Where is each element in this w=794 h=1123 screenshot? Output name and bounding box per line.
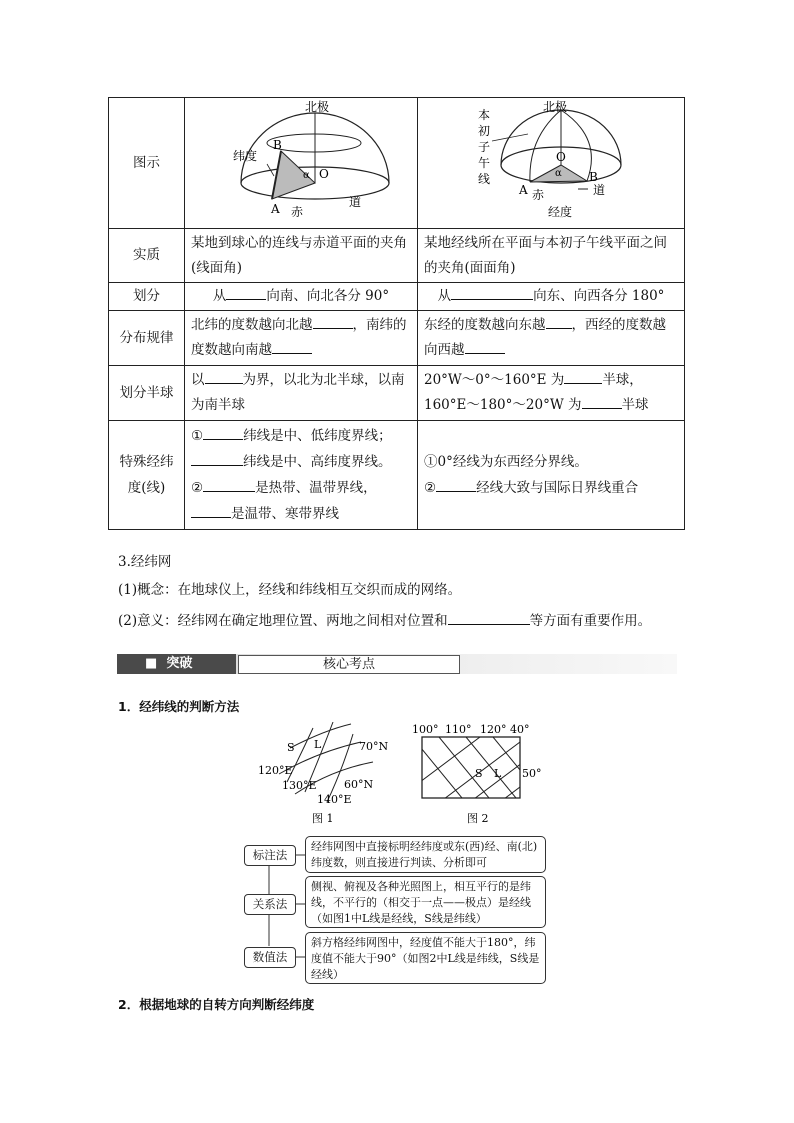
center-o-label: O — [556, 150, 566, 164]
fig1-l-label: L — [314, 738, 322, 751]
fig1-60n-label: 60°N — [344, 778, 374, 791]
method-text-numeric: 斜方格经纬网图中，经度值不能大于180°，纬度值不能大于90°（如图2中L线是纬线，S线是经线） — [305, 932, 546, 984]
fig1-caption: 图 1 — [312, 812, 334, 825]
fig2-120-label: 120° — [480, 723, 507, 736]
point-2-title: 2．根据地球的自转方向判断经纬度 — [118, 997, 315, 1012]
latitude-diagram — [185, 98, 417, 228]
point-a-label: A — [519, 183, 528, 197]
section-3-concept: (1)概念：在地球仪上，经线和纬线相互交织而成的网络。 — [118, 582, 462, 598]
row-header-essence: 实质 — [109, 229, 185, 283]
fig1-70n-label: 70°N — [359, 740, 389, 753]
fig2-40-label: 40° — [510, 723, 530, 736]
answer-blank[interactable] — [226, 284, 266, 300]
figure-2-graticule — [410, 722, 550, 827]
alpha-label: α — [303, 170, 310, 181]
method-label-relation: 关系法 — [244, 894, 296, 915]
answer-blank[interactable] — [203, 476, 255, 492]
essence-longitude: 某地经线所在平面与本初子午线平面之间的夹角(面面角) — [418, 229, 685, 283]
latitude-longitude-table — [108, 97, 685, 530]
prime-meridian-char-1: 本 — [478, 108, 491, 122]
north-pole-label: 北极 — [543, 100, 568, 114]
fig2-100-label: 100° — [412, 723, 439, 736]
jingdu-label: 经度 — [548, 205, 573, 219]
essence-latitude: 某地到球心的连线与赤道平面的夹角(线面角) — [185, 229, 418, 283]
answer-blank[interactable] — [191, 450, 243, 466]
hemisphere-longitude: 20°W～0°～160°E 为 半球， 160°E～180°～20°W 为 半球 — [418, 366, 685, 421]
fig2-s-label: S — [475, 767, 483, 780]
banner-breakthrough: ■ 突破 — [117, 654, 236, 674]
fig1-120e-label: 120°E — [258, 764, 293, 777]
distribution-longitude: 东经的度数越向东越 ，西经的度数越向西越 — [418, 311, 685, 366]
answer-blank[interactable] — [582, 393, 622, 409]
fig2-l-label: L — [494, 767, 502, 780]
answer-blank[interactable] — [313, 313, 353, 329]
answer-blank[interactable] — [436, 476, 476, 492]
point-a-label: A — [271, 202, 280, 216]
special-longitude: ①0°经线为东西经分界线。 ② 经线大致与国际日界线重合 — [418, 421, 685, 530]
latitude-figure-cell — [185, 98, 418, 229]
answer-blank[interactable] — [203, 424, 243, 440]
section-3-meaning: (2)意义：经纬网在确定地理位置、两地之间相对位置和 等方面有重要作用。 — [118, 609, 651, 630]
point-b-label: B — [589, 170, 598, 184]
fig2-50-label: 50° — [522, 767, 542, 780]
division-latitude: 从 向南、向北各分 90° — [185, 283, 418, 311]
equator-dao-label: 道 — [593, 183, 606, 197]
equator-dao-label: 道 — [349, 195, 362, 209]
division-longitude: 从 向东、向西各分 180° — [418, 283, 685, 311]
north-pole-label: 北极 — [305, 100, 330, 114]
method-text-annotation: 经纬网图中直接标明经纬度或东(西)经、南(北)纬度数，则直接进行判读、分析即可 — [305, 836, 546, 873]
point-b-label: B — [273, 138, 282, 152]
point-1-title: 1．经纬线的判断方法 — [118, 699, 240, 714]
alpha-label: α — [555, 168, 562, 179]
answer-blank[interactable] — [451, 284, 533, 300]
equator-chi-label: 赤 — [291, 205, 304, 219]
prime-meridian-char-2: 初 — [478, 124, 491, 138]
section-3-title: 3.经纬网 — [118, 554, 172, 570]
special-latitude: ① 纬线是中、低纬度界线； 纬线是中、高纬度界线。 ② 是热带、温带界线， 是温带、寒带界线 — [185, 421, 418, 530]
answer-blank[interactable] — [546, 313, 572, 329]
answer-blank[interactable] — [465, 338, 505, 354]
equator-chi-label: 赤 — [532, 188, 545, 202]
fig1-130e-label: 130°E — [282, 779, 317, 792]
method-text-relation: 侧视、俯视及各种光照图上，相互平行的是纬线，不平行的（相交于一点——极点）是经线（如图1中L线是经线，S线是纬线） — [305, 876, 546, 928]
method-label-annotation: 标注法 — [244, 845, 296, 866]
row-header-hemisphere: 划分半球 — [109, 366, 185, 421]
method-label-numeric: 数值法 — [244, 947, 296, 968]
row-header-special: 特殊经纬 度(线) — [109, 421, 185, 530]
answer-blank[interactable] — [564, 368, 602, 384]
row-header-figure: 图示 — [109, 98, 185, 229]
longitude-diagram — [418, 98, 672, 228]
figure-1-graticule — [255, 722, 400, 827]
row-header-distribution: 分布规律 — [109, 311, 185, 366]
fig2-caption: 图 2 — [467, 812, 489, 825]
fig1-s-label: S — [287, 741, 295, 754]
answer-blank[interactable] — [448, 609, 530, 625]
row-header-division: 划分 — [109, 283, 185, 311]
prime-meridian-char-5: 线 — [478, 172, 491, 186]
prime-meridian-char-3: 子 — [478, 140, 491, 154]
fig2-110-label: 110° — [445, 723, 472, 736]
center-o-label: O — [319, 167, 329, 181]
banner-core-points: 核心考点 — [238, 655, 460, 674]
distribution-latitude: 北纬的度数越向北越 ，南纬的度数越向南越 — [185, 311, 418, 366]
answer-blank[interactable] — [205, 368, 243, 384]
fig1-140e-label: 140°E — [317, 793, 352, 806]
hemisphere-latitude: 以 为界，以北为北半球，以南为南半球 — [185, 366, 418, 421]
weidu-label: 纬度 — [233, 149, 258, 163]
longitude-figure-cell — [418, 98, 685, 229]
section-banner — [117, 654, 677, 674]
prime-meridian-char-4: 午 — [478, 156, 491, 170]
answer-blank[interactable] — [191, 502, 231, 518]
answer-blank[interactable] — [272, 338, 312, 354]
